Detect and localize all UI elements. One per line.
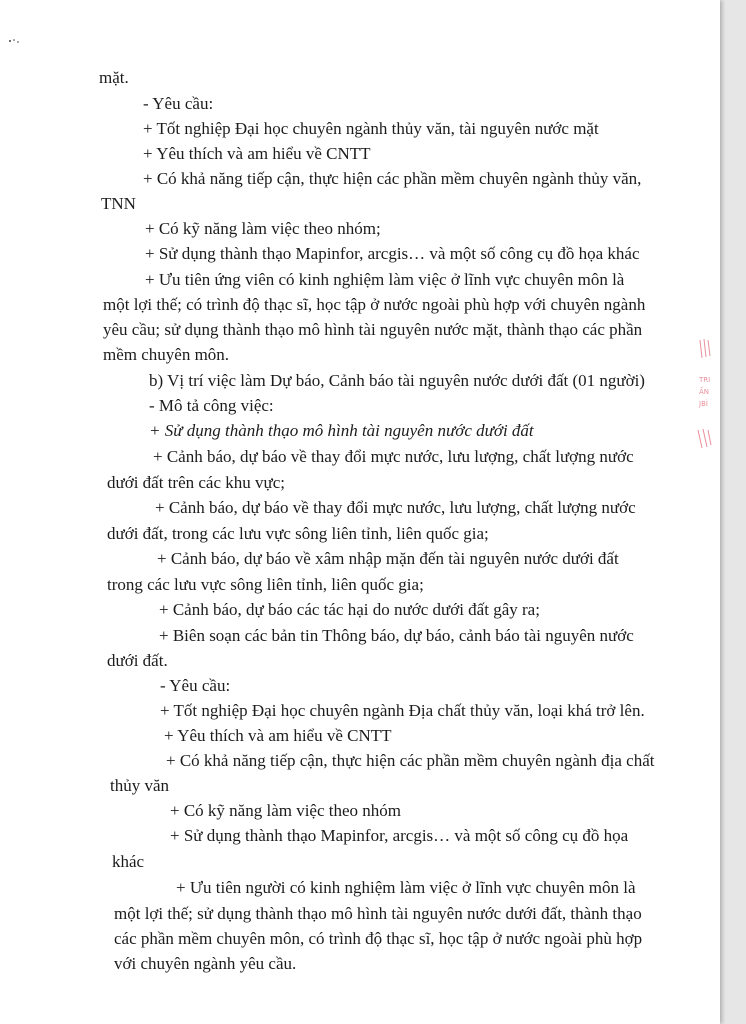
text-line: mềm chuyên môn. — [103, 345, 230, 364]
text-line: + Yêu thích và am hiểu về CNTT — [143, 144, 371, 163]
text-line: dưới đất. — [107, 651, 168, 670]
text-line: thủy văn — [110, 776, 170, 795]
margin-stamp — [692, 330, 718, 460]
text-line: yêu cầu; sử dụng thành thạo mô hình tài nguyên nước mặt, thành thạo các phần — [103, 320, 643, 339]
text-line: + Cảnh báo, dự báo về thay đổi mực nước, lưu lượng, chất lượng nước — [153, 447, 634, 466]
text-line: - Yêu cầu: — [143, 94, 214, 113]
text-line: + Yêu thích và am hiểu về CNTT — [164, 726, 392, 745]
text-line: dưới đất, trong các lưu vực sông liên tỉnh, liên quốc gia; — [107, 524, 489, 543]
scan-speck — [8, 36, 22, 44]
text-line: + Cảnh báo, dự báo về thay đổi mực nước, lưu lượng, chất lượng nước — [155, 498, 636, 517]
text-line: - Mô tả công việc: — [149, 396, 274, 415]
text-line: + Ưu tiên ứng viên có kinh nghiệm làm việc ở lĩnh vực chuyên môn là — [145, 270, 625, 289]
text-line: + Tốt nghiệp Đại học chuyên ngành thủy văn, tài nguyên nước mặt — [143, 119, 599, 138]
stamp-text: TRI — [699, 376, 711, 384]
text-line: + Sử dụng thành thạo Mapinfor, arcgis… và một số công cụ đồ họa khác — [145, 244, 640, 263]
text-line: trong các lưu vực sông liên tỉnh, liên quốc gia; — [107, 575, 424, 594]
text-line: với chuyên ngành yêu cầu. — [114, 954, 297, 973]
text-line: một lợi thế; có trình độ thạc sĩ, học tập ở nước ngoài phù hợp với chuyên ngành — [103, 295, 646, 314]
text-line: một lợi thế; sử dụng thành thạo mô hình tài nguyên nước dưới đất, thành thạo — [114, 904, 642, 923]
text-line: + Ưu tiên người có kinh nghiệm làm việc ở lĩnh vực chuyên môn là — [176, 878, 636, 897]
stamp-text: JBÌ — [699, 400, 708, 408]
section-heading: b) Vị trí việc làm Dự báo, Cảnh báo tài nguyên nước dưới đất (01 người) — [149, 371, 645, 390]
text-line: + Có kỹ năng làm việc theo nhóm; — [145, 219, 381, 238]
text-line: khác — [112, 852, 145, 871]
text-line: các phần mềm chuyên môn, có trình độ thạc sĩ, học tập ở nước ngoài phù hợp — [114, 929, 643, 948]
text-line: + Cảnh báo, dự báo về xâm nhập mặn đến tài nguyên nước dưới đất — [157, 549, 619, 568]
text-line: + Có kỹ năng làm việc theo nhóm — [170, 801, 402, 820]
text-line: + Có khả năng tiếp cận, thực hiện các phần mềm chuyên ngành địa chất — [166, 751, 655, 770]
text-line: dưới đất trên các khu vực; — [107, 473, 285, 492]
text-line: + Biên soạn các bản tin Thông báo, dự báo, cảnh báo tài nguyên nước — [159, 626, 634, 645]
text-line: - Yêu cầu: — [160, 676, 231, 695]
text-line: mặt. — [99, 68, 129, 87]
text-line-italic: + Sử dụng thành thạo mô hình tài nguyên nước dưới đất — [149, 421, 534, 440]
text-line: + Có khả năng tiếp cận, thực hiện các phần mềm chuyên ngành thủy văn, — [143, 169, 642, 188]
stamp-text: ẤN — [699, 388, 710, 396]
text-line: + Tốt nghiệp Đại học chuyên ngành Địa chất thủy văn, loại khá trở lên. — [160, 701, 645, 720]
text-line: TNN — [101, 194, 136, 213]
text-line: + Cảnh báo, dự báo các tác hại do nước dưới đất gây ra; — [159, 600, 540, 619]
text-line: + Sử dụng thành thạo Mapinfor, arcgis… và một số công cụ đồ họa — [170, 826, 629, 845]
